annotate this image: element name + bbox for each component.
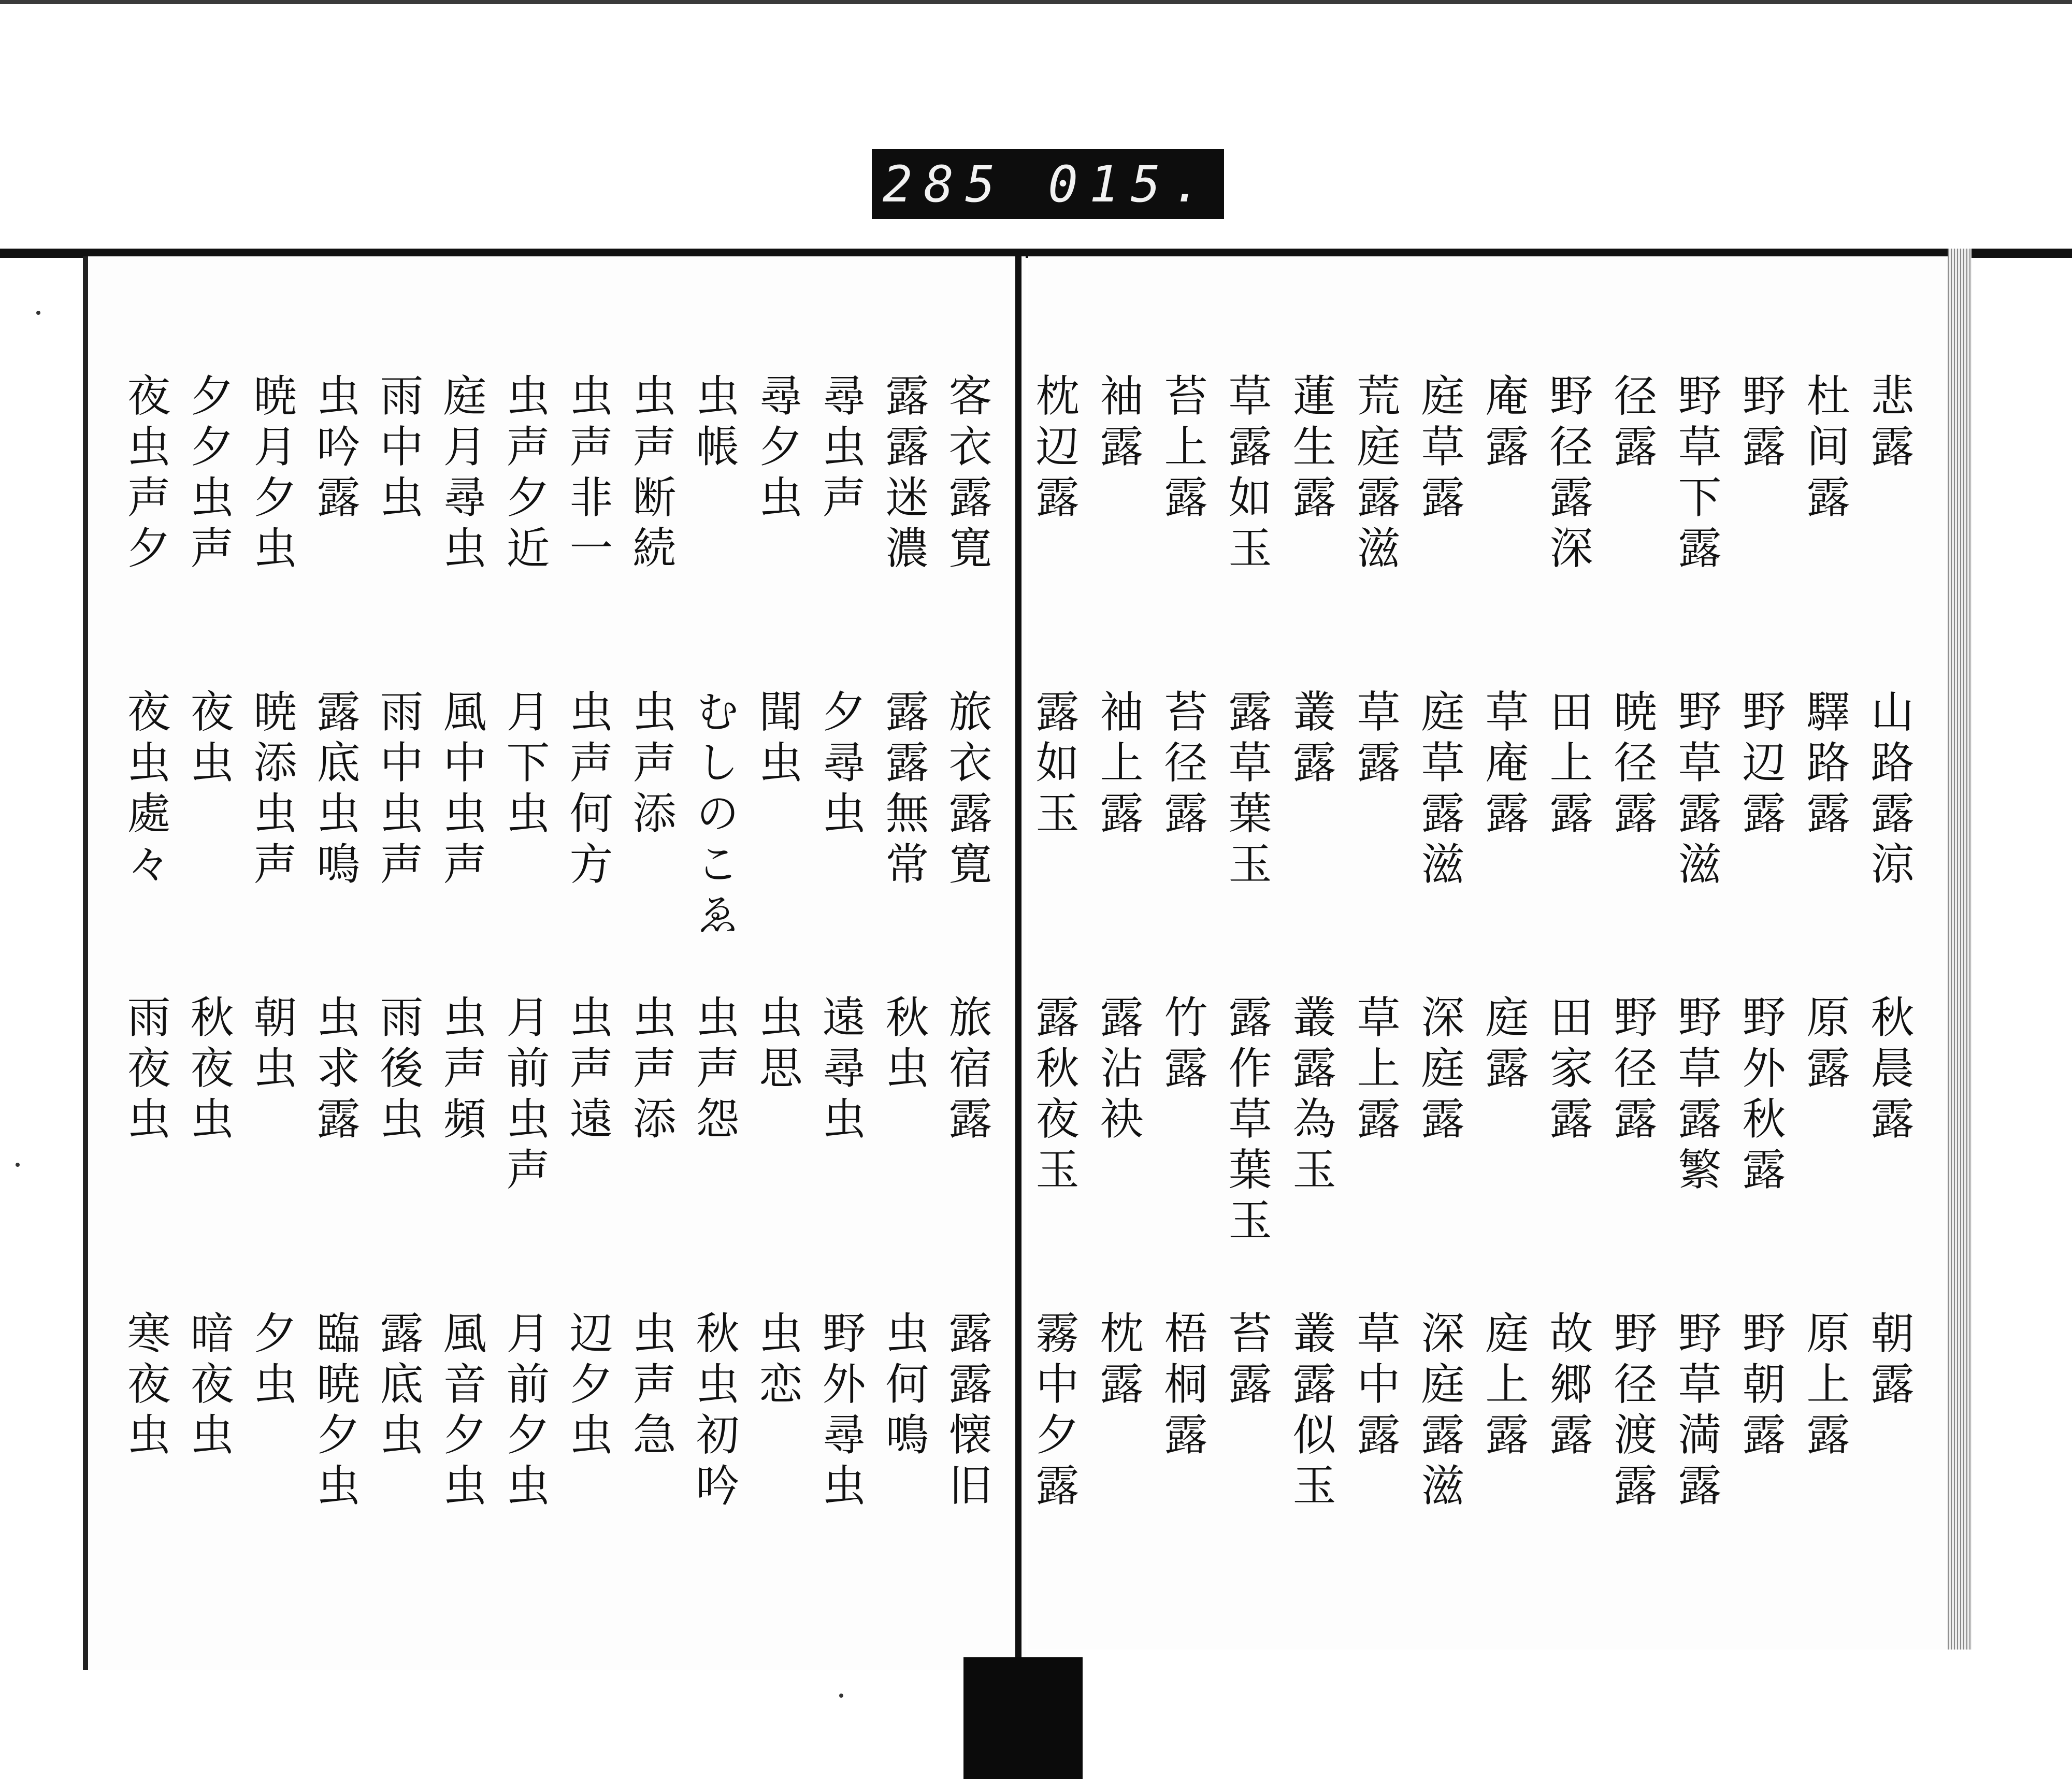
entry-left-page-tier1-5: 虫帳 (689, 373, 740, 474)
entry-left-page-tier4-10: 露底虫 (373, 1310, 424, 1463)
entry-right-page-tier2-1: 山路露涼 (1864, 689, 1915, 892)
entry-right-page-tier1-5: 径露 (1607, 373, 1658, 474)
entry-right-page-tier3-8: 深庭露 (1414, 994, 1465, 1147)
entry-left-page-tier1-4: 尋夕虫 (752, 373, 803, 525)
entry-right-page-tier2-5: 暁径露 (1607, 689, 1658, 841)
entry-left-page-tier4-4: 虫恋 (752, 1310, 803, 1412)
entry-left-page-tier2-3: 夕尋虫 (815, 689, 866, 841)
entry-left-page-tier4-8: 月前夕虫 (499, 1310, 550, 1513)
scan-speck (16, 1163, 20, 1167)
entry-left-page-tier1-10: 雨中虫 (373, 373, 424, 525)
entry-right-page-tier4-1: 朝露 (1864, 1310, 1915, 1412)
entry-left-page-tier2-7: 虫声何方 (563, 689, 613, 892)
entry-right-page-tier1-8: 庭草露 (1414, 373, 1465, 525)
entry-right-page-tier3-12: 竹露 (1157, 994, 1208, 1096)
entry-left-page-tier1-11: 虫吟露 (310, 373, 361, 525)
frame-number: 015. (1048, 155, 1214, 213)
entry-left-page-tier3-2: 秋虫 (879, 994, 929, 1096)
entry-right-page-tier3-10: 叢露為玉 (1286, 994, 1336, 1197)
entry-left-page-tier2-6: 虫声添 (626, 689, 677, 841)
entry-left-page-tier2-8: 月下虫 (499, 689, 550, 841)
entry-right-page-tier2-12: 苔径露 (1157, 689, 1208, 841)
entry-right-page-tier4-13: 枕露 (1093, 1310, 1144, 1412)
entry-right-page-tier2-11: 露草葉玉 (1221, 689, 1272, 892)
entry-right-page-tier1-3: 野露 (1735, 373, 1786, 474)
entry-right-page-tier1-7: 庵露 (1478, 373, 1529, 474)
entry-right-page-tier1-2: 杜间露 (1800, 373, 1850, 525)
entry-right-page-tier3-6: 田家露 (1543, 994, 1593, 1147)
entry-left-page-tier2-12: 暁添虫声 (247, 689, 297, 892)
entry-right-page-tier4-4: 野草満露 (1671, 1310, 1722, 1513)
entry-left-page-tier3-14: 雨夜虫 (120, 994, 171, 1147)
entry-left-page-tier3-6: 虫声添 (626, 994, 677, 1147)
entry-right-page-tier1-14: 枕辺露 (1029, 373, 1080, 525)
entry-right-page-tier1-10: 蓮生露 (1286, 373, 1336, 525)
entry-right-page-tier4-11: 苔露 (1221, 1310, 1272, 1412)
entry-left-page-tier4-11: 臨暁夕虫 (310, 1310, 361, 1513)
entry-left-page-tier4-2: 虫何鳴 (879, 1310, 929, 1463)
entry-left-page-tier3-12: 朝虫 (247, 994, 297, 1096)
entry-right-page-tier4-7: 庭上露 (1478, 1310, 1529, 1463)
scan-speck (839, 1694, 843, 1698)
entry-right-page-tier3-2: 原露 (1800, 994, 1850, 1096)
entry-left-page-tier3-1: 旅宿露 (942, 994, 992, 1147)
entry-right-page-tier4-9: 草中露 (1350, 1310, 1401, 1463)
entry-right-page-tier4-5: 野径渡露 (1607, 1310, 1658, 1513)
entry-right-page-tier1-1: 悲露 (1864, 373, 1915, 474)
entry-right-page-tier2-4: 野草露滋 (1671, 689, 1722, 892)
entry-left-page-tier4-7: 辺夕虫 (563, 1310, 613, 1463)
entry-left-page-tier4-1: 露露懐旧 (942, 1310, 992, 1513)
entry-left-page-tier1-12: 暁月夕虫 (247, 373, 297, 576)
entry-right-page-tier3-9: 草上露 (1350, 994, 1401, 1147)
scan-speck (36, 311, 40, 315)
entry-left-page-tier3-8: 月前虫声 (499, 994, 550, 1197)
entry-left-page-tier2-4: 聞虫 (752, 689, 803, 790)
book-gutter (1015, 256, 1021, 1717)
entry-left-page-tier3-10: 雨後虫 (373, 994, 424, 1147)
entry-left-page-tier2-1: 旅衣露寛 (942, 689, 992, 892)
entry-left-page-tier4-13: 暗夜虫 (183, 1310, 234, 1463)
entry-right-page-tier4-6: 故郷露 (1543, 1310, 1593, 1463)
entry-left-page-tier1-13: 夕夕虫声 (183, 373, 234, 576)
entry-right-page-tier4-10: 叢露似玉 (1286, 1310, 1336, 1513)
entry-right-page-tier2-6: 田上露 (1543, 689, 1593, 841)
entry-left-page-tier4-9: 風音夕虫 (436, 1310, 487, 1513)
entry-right-page-tier2-3: 野辺露 (1735, 689, 1786, 841)
entry-left-page-tier1-6: 虫声断続 (626, 373, 677, 576)
entry-right-page-tier2-14: 露如玉 (1029, 689, 1080, 841)
entry-left-page-tier3-13: 秋夜虫 (183, 994, 234, 1147)
entry-left-page-tier2-13: 夜虫 (183, 689, 234, 790)
entry-left-page-tier2-10: 雨中虫声 (373, 689, 424, 892)
entry-left-page-tier1-14: 夜虫声夕 (120, 373, 171, 576)
reel-number: 285 (882, 155, 1007, 213)
entry-left-page-tier4-12: 夕虫 (247, 1310, 297, 1412)
entry-left-page-tier4-5: 秋虫初吟 (689, 1310, 740, 1513)
entry-left-page-tier4-3: 野外尋虫 (815, 1310, 866, 1513)
entry-left-page-tier1-9: 庭月尋虫 (436, 373, 487, 576)
entry-right-page-tier3-4: 野草露繁 (1671, 994, 1722, 1197)
entry-right-page-tier1-13: 袖露 (1093, 373, 1144, 474)
entry-left-page-tier2-2: 露露無常 (879, 689, 929, 892)
entry-right-page-tier2-13: 袖上露 (1093, 689, 1144, 841)
entry-left-page-tier1-7: 虫声非一 (563, 373, 613, 576)
entry-left-page-tier3-9: 虫声頻 (436, 994, 487, 1147)
entry-left-page-tier2-11: 露底虫鳴 (310, 689, 361, 892)
binding-shadow (963, 1657, 1083, 1779)
entry-right-page-tier2-8: 庭草露滋 (1414, 689, 1465, 892)
entry-left-page-tier4-14: 寒夜虫 (120, 1310, 171, 1463)
entry-left-page-tier3-4: 虫思 (752, 994, 803, 1096)
entry-right-page-tier1-6: 野径露深 (1543, 373, 1593, 576)
entry-right-page-tier4-2: 原上露 (1800, 1310, 1850, 1463)
entry-left-page-tier2-9: 風中虫声 (436, 689, 487, 892)
entry-left-page-tier1-3: 尋虫声 (815, 373, 866, 525)
page-edges (1948, 249, 1972, 1650)
entry-left-page-tier3-3: 遠尋虫 (815, 994, 866, 1147)
entry-right-page-tier3-5: 野径露 (1607, 994, 1658, 1147)
entry-left-page-tier1-1: 客衣露寛 (942, 373, 992, 576)
entry-right-page-tier4-3: 野朝露 (1735, 1310, 1786, 1463)
frame-label (872, 149, 1224, 219)
entry-right-page-tier3-3: 野外秋露 (1735, 994, 1786, 1197)
entry-left-page-tier3-7: 虫声遠 (563, 994, 613, 1147)
film-top-edge (0, 0, 2072, 4)
entry-right-page-tier1-9: 荒庭露滋 (1350, 373, 1401, 576)
entry-right-page-tier4-12: 梧桐露 (1157, 1310, 1208, 1463)
entry-right-page-tier2-2: 驛路露 (1800, 689, 1850, 841)
entry-right-page-tier4-14: 霧中夕露 (1029, 1310, 1080, 1513)
entry-right-page-tier2-7: 草庵露 (1478, 689, 1529, 841)
entry-left-page-tier4-6: 虫声急 (626, 1310, 677, 1463)
entry-right-page-tier2-9: 草露 (1350, 689, 1401, 790)
entry-left-page-tier1-2: 露露迷濃 (879, 373, 929, 576)
entry-right-page-tier1-4: 野草下露 (1671, 373, 1722, 576)
entry-right-page-tier3-7: 庭露 (1478, 994, 1529, 1096)
entry-left-page-tier1-8: 虫声夕近 (499, 373, 550, 576)
entry-right-page-tier3-1: 秋晨露 (1864, 994, 1915, 1147)
entry-left-page-tier2-5: むしのこゑ (689, 689, 740, 943)
entry-right-page-tier4-8: 深庭露滋 (1414, 1310, 1465, 1513)
entry-left-page-tier3-11: 虫求露 (310, 994, 361, 1147)
entry-left-page-tier2-14: 夜虫處々 (120, 689, 171, 892)
entry-right-page-tier3-11: 露作草葉玉 (1221, 994, 1272, 1248)
entry-right-page-tier1-12: 苔上露 (1157, 373, 1208, 525)
entry-left-page-tier3-5: 虫声怨 (689, 994, 740, 1147)
entry-right-page-tier3-14: 露秋夜玉 (1029, 994, 1080, 1197)
entry-right-page-tier1-11: 草露如玉 (1221, 373, 1272, 576)
entry-right-page-tier3-13: 露沾袂 (1093, 994, 1144, 1147)
entry-right-page-tier2-10: 叢露 (1286, 689, 1336, 790)
